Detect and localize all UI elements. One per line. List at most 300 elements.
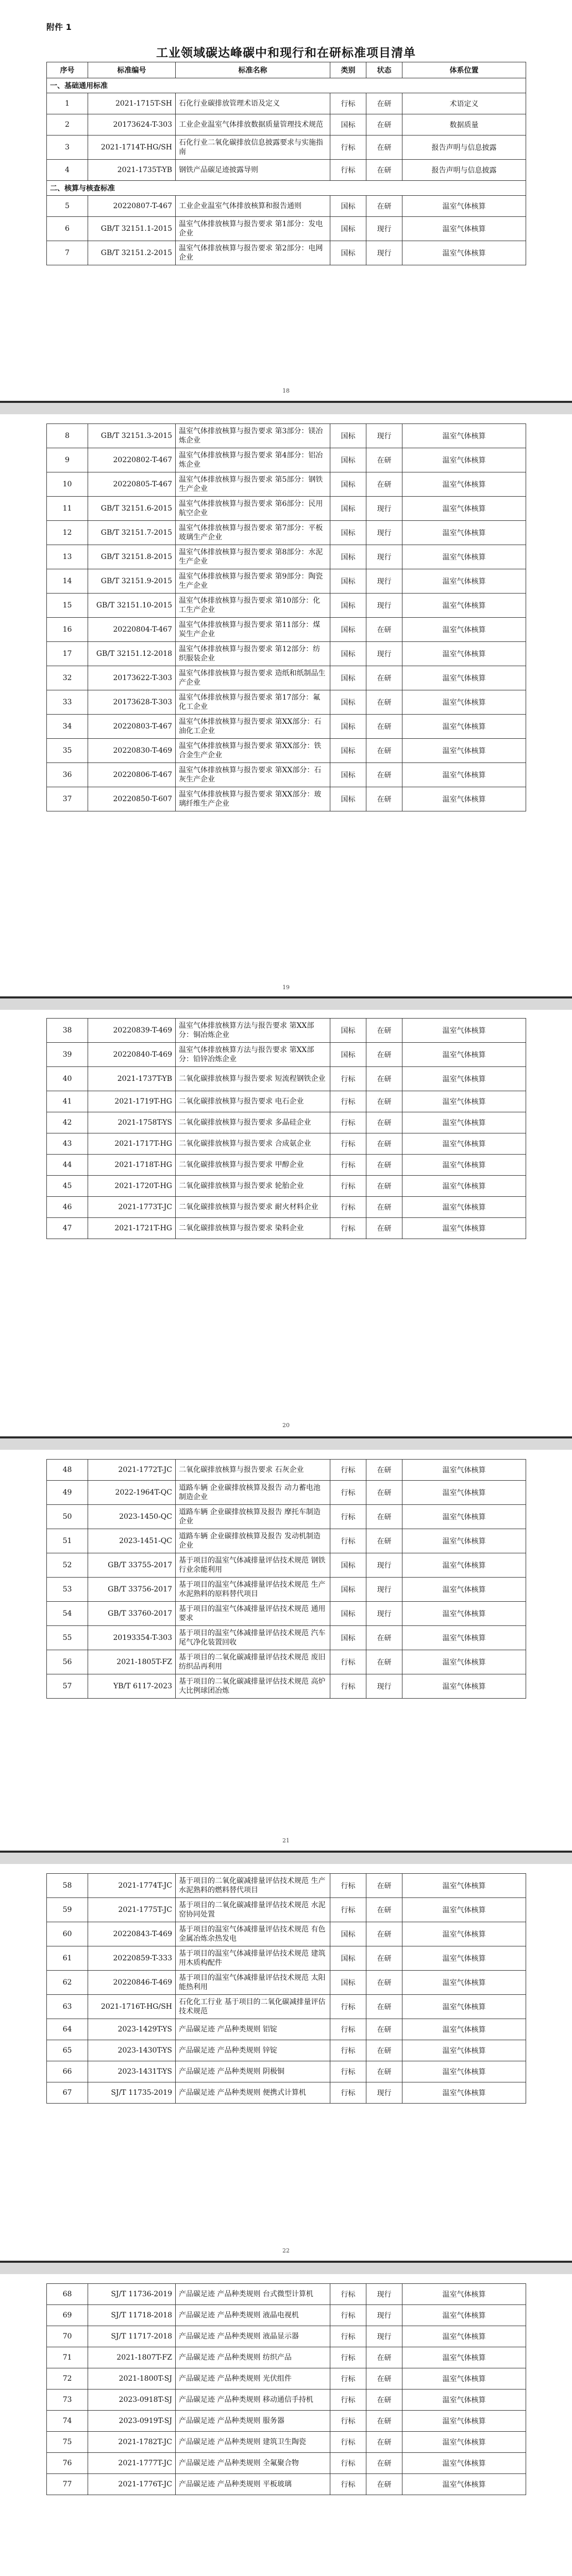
standard-type: 国标 [330, 690, 366, 715]
standard-code: 2021-1721T-HG [88, 1218, 176, 1239]
system-position: 温室气体核算 [402, 1112, 526, 1133]
standard-type: 行标 [330, 2305, 366, 2326]
standard-status: 在研 [366, 715, 402, 739]
standard-name: 道路车辆 企业碳排放核算及报告 摩托车制造企业 [176, 1505, 330, 1529]
row-number: 63 [47, 1995, 88, 2019]
standard-code: GB/T 32151.9-2015 [88, 569, 176, 594]
standard-type: 行标 [330, 1898, 366, 1922]
table-row [47, 93, 526, 114]
standard-name: 基于项目的温室气体减排量评估技术规范 太阳能热利用 [176, 1971, 330, 1995]
system-position: 温室气体核算 [402, 448, 526, 472]
standard-type: 国标 [330, 1971, 366, 1995]
standard-name: 温室气体排放核算方法与报告要求 第XX部分：铅锌冶炼企业 [176, 1043, 330, 1067]
row-number: 59 [47, 1898, 88, 1922]
system-position: 温室气体核算 [402, 2347, 526, 2368]
standard-code: 2021-1717T-HG [88, 1133, 176, 1155]
table-row [47, 1626, 526, 1650]
standard-status: 现行 [366, 2305, 402, 2326]
standard-code: 2021-1777T-JC [88, 2453, 176, 2474]
row-number: 3 [47, 135, 88, 160]
standard-status: 在研 [366, 2389, 402, 2411]
system-position: 温室气体核算 [402, 1019, 526, 1043]
standard-name: 二氧化碳排放核算与报告要求 石灰企业 [176, 1460, 330, 1481]
standard-name: 温室气体排放核算与报告要求 造纸和纸制品生产企业 [176, 666, 330, 690]
page-separator [0, 1436, 572, 1450]
system-position: 温室气体核算 [402, 2389, 526, 2411]
standard-code: GB/T 32151.3-2015 [88, 424, 176, 448]
standard-name: 温室气体排放核算与报告要求 第XX部分：铁合金生产企业 [176, 739, 330, 763]
standard-code: 20220805-T-467 [88, 472, 176, 497]
table-row [47, 1481, 526, 1505]
row-number: 40 [47, 1067, 88, 1091]
document-page-3 [0, 1010, 572, 1436]
row-number: 45 [47, 1176, 88, 1197]
standard-status: 在研 [366, 1481, 402, 1505]
standard-code: 20173628-T-303 [88, 690, 176, 715]
standard-name: 温室气体排放核算与报告要求 第XX部分：玻璃纤维生产企业 [176, 787, 330, 811]
standard-name: 产品碳足迹 产品种类规则 服务器 [176, 2411, 330, 2432]
page-number: 22 [282, 2247, 290, 2254]
table-row [47, 2305, 526, 2326]
system-position: 温室气体核算 [402, 594, 526, 618]
standard-status: 在研 [366, 2411, 402, 2432]
standard-type: 行标 [330, 2019, 366, 2040]
table-row [47, 1067, 526, 1091]
table-row [47, 1650, 526, 1674]
standard-type: 行标 [330, 1218, 366, 1239]
system-position: 温室气体核算 [402, 2474, 526, 2495]
table-row [47, 787, 526, 811]
document-page-6 [0, 2274, 572, 2576]
standards-table [46, 1018, 526, 1239]
standard-name: 道路车辆 企业碳排放核算及报告 动力蓄电池制造企业 [176, 1481, 330, 1505]
standard-type: 行标 [330, 2411, 366, 2432]
standard-code: 2021-1716T-HG/SH [88, 1995, 176, 2019]
system-position: 温室气体核算 [402, 1674, 526, 1699]
system-position: 温室气体核算 [402, 1460, 526, 1481]
row-number: 52 [47, 1553, 88, 1578]
system-position: 温室气体核算 [402, 2040, 526, 2061]
system-position: 温室气体核算 [402, 1133, 526, 1155]
system-position: 温室气体核算 [402, 1505, 526, 1529]
table-row [47, 424, 526, 448]
table-row [47, 1505, 526, 1529]
category-label: 二、核算与核查标准 [47, 181, 526, 196]
standard-code: 2023-0918T-SJ [88, 2389, 176, 2411]
standard-name: 产品碳足迹 产品种类规则 移动通信手持机 [176, 2389, 330, 2411]
table-row [47, 2326, 526, 2347]
row-number: 50 [47, 1505, 88, 1529]
row-number: 43 [47, 1133, 88, 1155]
system-position: 温室气体核算 [402, 1650, 526, 1674]
table-row [47, 1995, 526, 2019]
standard-type: 国标 [330, 642, 366, 666]
standard-status: 在研 [366, 114, 402, 135]
system-position: 温室气体核算 [402, 715, 526, 739]
standard-status: 在研 [366, 2347, 402, 2368]
table-row [47, 1112, 526, 1133]
table-row [47, 763, 526, 787]
standard-type: 国标 [330, 739, 366, 763]
standard-code: 20220846-T-469 [88, 1971, 176, 1995]
standard-code: 2021-1718T-HG [88, 1155, 176, 1176]
system-position: 温室气体核算 [402, 1898, 526, 1922]
standard-name: 温室气体排放核算与报告要求 第7部分：平板玻璃生产企业 [176, 521, 330, 545]
system-position: 温室气体核算 [402, 2305, 526, 2326]
row-number: 47 [47, 1218, 88, 1239]
standard-code: 2021-1807T-FZ [88, 2347, 176, 2368]
row-number: 54 [47, 1602, 88, 1626]
standard-code: 20193354-T-303 [88, 1626, 176, 1650]
system-position: 温室气体核算 [402, 1091, 526, 1112]
document-page-2 [0, 414, 572, 996]
table-row [47, 1529, 526, 1553]
standard-name: 温室气体排放核算与报告要求 第12部分：纺织服装企业 [176, 642, 330, 666]
standard-code: 2021-1800T-SJ [88, 2368, 176, 2389]
row-number: 74 [47, 2411, 88, 2432]
row-number: 15 [47, 594, 88, 618]
standard-status: 现行 [366, 545, 402, 569]
row-number: 4 [47, 160, 88, 181]
row-number: 1 [47, 93, 88, 114]
table-row [47, 1578, 526, 1602]
row-number: 46 [47, 1197, 88, 1218]
system-position: 温室气体核算 [402, 690, 526, 715]
page-separator [0, 401, 572, 414]
standard-code: 20220804-T-467 [88, 618, 176, 642]
standard-name: 二氧化碳排放核算与报告要求 电石企业 [176, 1091, 330, 1112]
standard-status: 在研 [366, 1043, 402, 1067]
standard-status: 在研 [366, 135, 402, 160]
standard-type: 国标 [330, 569, 366, 594]
row-number: 73 [47, 2389, 88, 2411]
standard-status: 在研 [366, 1898, 402, 1922]
standard-name: 产品碳足迹 产品种类规则 液晶显示器 [176, 2326, 330, 2347]
standard-status: 在研 [366, 1650, 402, 1674]
row-number: 58 [47, 1874, 88, 1898]
system-position: 报告声明与信息披露 [402, 135, 526, 160]
table-row [47, 1674, 526, 1699]
system-position: 温室气体核算 [402, 787, 526, 811]
row-number: 5 [47, 196, 88, 217]
standard-type: 行标 [330, 1460, 366, 1481]
standard-name: 产品碳足迹 产品种类规则 平板玻璃 [176, 2474, 330, 2495]
standard-code: 2021-1735T-YB [88, 160, 176, 181]
table-row [47, 545, 526, 569]
table-row [47, 2347, 526, 2368]
standard-status: 在研 [366, 1176, 402, 1197]
standard-name: 温室气体排放核算与报告要求 第3部分：镁冶炼企业 [176, 424, 330, 448]
table-row [47, 1460, 526, 1481]
standard-type: 国标 [330, 448, 366, 472]
standard-type: 国标 [330, 763, 366, 787]
standard-type: 行标 [330, 1529, 366, 1553]
standard-code: 2021-1782T-JC [88, 2432, 176, 2453]
document-page-5 [0, 1864, 572, 2261]
table-header-row [47, 62, 526, 78]
category-label: 一、基础通用标准 [47, 78, 526, 93]
standard-status: 现行 [366, 424, 402, 448]
standard-code: 20220830-T-469 [88, 739, 176, 763]
standard-name: 工业企业温室气体排放核算和报告通则 [176, 196, 330, 217]
standard-name: 石化行业碳排放管理术语及定义 [176, 93, 330, 114]
system-position: 温室气体核算 [402, 666, 526, 690]
standard-code: 20220802-T-467 [88, 448, 176, 472]
standard-status: 在研 [366, 1133, 402, 1155]
standard-name: 基于项目的温室气体减排量评估技术规范 有色金属冶炼余热发电 [176, 1922, 330, 1946]
table-row [47, 497, 526, 521]
standard-type: 行标 [330, 2284, 366, 2305]
standard-code: SJ/T 11718-2018 [88, 2305, 176, 2326]
standard-type: 国标 [330, 114, 366, 135]
standards-table [46, 1459, 526, 1699]
system-position: 术语定义 [402, 93, 526, 114]
system-position: 温室气体核算 [402, 545, 526, 569]
standard-type: 行标 [330, 1091, 366, 1112]
row-number: 6 [47, 217, 88, 241]
standard-code: 20220859-T-333 [88, 1946, 176, 1971]
standard-status: 在研 [366, 93, 402, 114]
standard-name: 产品碳足迹 产品种类规则 锌锭 [176, 2040, 330, 2061]
standard-name: 道路车辆 企业碳排放核算及报告 发动机制造企业 [176, 1529, 330, 1553]
row-number: 37 [47, 787, 88, 811]
table-row [47, 1946, 526, 1971]
standard-status: 在研 [366, 1505, 402, 1529]
row-number: 17 [47, 642, 88, 666]
row-number: 57 [47, 1674, 88, 1699]
table-row [47, 1155, 526, 1176]
standard-code: 2023-1429T-YS [88, 2019, 176, 2040]
standard-status: 现行 [366, 1674, 402, 1699]
standard-status: 现行 [366, 642, 402, 666]
col-name-header: 标准名称 [176, 62, 330, 78]
standard-type: 行标 [330, 2040, 366, 2061]
standard-code: GB/T 32151.2-2015 [88, 241, 176, 265]
standard-code: GB/T 32151.7-2015 [88, 521, 176, 545]
standard-status: 在研 [366, 1971, 402, 1995]
row-number: 76 [47, 2453, 88, 2474]
standard-code: 2021-1714T-HG/SH [88, 135, 176, 160]
system-position: 温室气体核算 [402, 196, 526, 217]
table-row [47, 1971, 526, 1995]
standard-status: 在研 [366, 1197, 402, 1218]
table-row [47, 1602, 526, 1626]
standard-type: 行标 [330, 1197, 366, 1218]
row-number: 67 [47, 2082, 88, 2104]
standard-code: 20220803-T-467 [88, 715, 176, 739]
standard-name: 产品碳足迹 产品种类规则 液晶电视机 [176, 2305, 330, 2326]
system-position: 温室气体核算 [402, 1874, 526, 1898]
standard-status: 在研 [366, 196, 402, 217]
standard-name: 二氧化碳排放核算与报告要求 甲醇企业 [176, 1155, 330, 1176]
standard-name: 产品碳足迹 产品种类规则 便携式计算机 [176, 2082, 330, 2104]
standard-code: SJ/T 11717-2018 [88, 2326, 176, 2347]
standard-code: 20220840-T-469 [88, 1043, 176, 1067]
system-position: 温室气体核算 [402, 2082, 526, 2104]
standard-type: 行标 [330, 2326, 366, 2347]
standard-code: GB/T 33755-2017 [88, 1553, 176, 1578]
table-row [47, 715, 526, 739]
standard-name: 温室气体排放核算与报告要求 第XX部分：石油化工企业 [176, 715, 330, 739]
table-row [47, 472, 526, 497]
standard-status: 在研 [366, 1946, 402, 1971]
standard-name: 钢铁产品碳足迹披露导则 [176, 160, 330, 181]
row-number: 32 [47, 666, 88, 690]
row-number: 51 [47, 1529, 88, 1553]
standard-code: 2021-1805T-FZ [88, 1650, 176, 1674]
row-number: 64 [47, 2019, 88, 2040]
standard-name: 产品碳足迹 产品种类规则 台式微型计算机 [176, 2284, 330, 2305]
table-row [47, 1019, 526, 1043]
system-position: 温室气体核算 [402, 1067, 526, 1091]
page-separator [0, 996, 572, 1010]
system-position: 温室气体核算 [402, 1946, 526, 1971]
standard-name: 温室气体排放核算与报告要求 第8部分：水泥生产企业 [176, 545, 330, 569]
table-row [47, 2389, 526, 2411]
standard-code: GB/T 32151.6-2015 [88, 497, 176, 521]
row-number: 7 [47, 241, 88, 265]
standard-name: 温室气体排放核算与报告要求 第4部分：铝冶炼企业 [176, 448, 330, 472]
col-no-header: 序号 [47, 62, 88, 78]
standard-type: 国标 [330, 666, 366, 690]
standard-type: 国标 [330, 217, 366, 241]
standard-status: 在研 [366, 2040, 402, 2061]
col-code-header: 标准编号 [88, 62, 176, 78]
row-number: 41 [47, 1091, 88, 1112]
standard-code: 20220806-T-467 [88, 763, 176, 787]
row-number: 14 [47, 569, 88, 594]
standard-status: 在研 [366, 618, 402, 642]
row-number: 53 [47, 1578, 88, 1602]
table-row [47, 2061, 526, 2082]
row-number: 66 [47, 2061, 88, 2082]
standard-status: 在研 [366, 1460, 402, 1481]
standard-type: 行标 [330, 1176, 366, 1197]
system-position: 温室气体核算 [402, 1626, 526, 1650]
system-position: 温室气体核算 [402, 2061, 526, 2082]
standard-code: 2021-1720T-HG [88, 1176, 176, 1197]
standard-type: 行标 [330, 160, 366, 181]
standard-status: 在研 [366, 690, 402, 715]
standard-name: 温室气体排放核算与报告要求 第9部分：陶瓷生产企业 [176, 569, 330, 594]
standard-type: 行标 [330, 2368, 366, 2389]
col-position-header: 体系位置 [402, 62, 526, 78]
standard-code: GB/T 32151.10-2015 [88, 594, 176, 618]
row-number: 11 [47, 497, 88, 521]
standard-code: YB/T 6117-2023 [88, 1674, 176, 1699]
standard-code: 2021-1737T-YB [88, 1067, 176, 1091]
standard-type: 行标 [330, 93, 366, 114]
standard-name: 产品碳足迹 产品种类规则 纺织产品 [176, 2347, 330, 2368]
standard-code: 2021-1776T-JC [88, 2474, 176, 2495]
standard-type: 国标 [330, 1578, 366, 1602]
standard-type: 行标 [330, 1995, 366, 2019]
row-number: 77 [47, 2474, 88, 2495]
table-row [47, 1898, 526, 1922]
system-position: 温室气体核算 [402, 1602, 526, 1626]
table-row [47, 1197, 526, 1218]
table-row [47, 2019, 526, 2040]
table-row [47, 521, 526, 545]
standard-code: SJ/T 11736-2019 [88, 2284, 176, 2305]
row-number: 48 [47, 1460, 88, 1481]
row-number: 55 [47, 1626, 88, 1650]
system-position: 温室气体核算 [402, 1155, 526, 1176]
standard-status: 现行 [366, 569, 402, 594]
standard-status: 现行 [366, 1602, 402, 1626]
standard-type: 行标 [330, 2474, 366, 2495]
table-row [47, 160, 526, 181]
table-row [47, 1922, 526, 1946]
standard-status: 在研 [366, 1091, 402, 1112]
row-number: 2 [47, 114, 88, 135]
standard-status: 现行 [366, 2082, 402, 2104]
standard-code: 2021-1775T-JC [88, 1898, 176, 1922]
standard-type: 行标 [330, 2432, 366, 2453]
standard-name: 二氧化碳排放核算与报告要求 短流程钢铁企业 [176, 1067, 330, 1091]
row-number: 9 [47, 448, 88, 472]
standard-status: 在研 [366, 448, 402, 472]
document-page-1 [0, 0, 572, 401]
standard-status: 在研 [366, 1626, 402, 1650]
row-number: 38 [47, 1019, 88, 1043]
standard-name: 温室气体排放核算方法与报告要求 第XX部分：铜冶炼企业 [176, 1019, 330, 1043]
standard-status: 现行 [366, 1553, 402, 1578]
standard-status: 在研 [366, 1529, 402, 1553]
standard-name: 产品碳足迹 产品种类规则 建筑卫生陶瓷 [176, 2432, 330, 2453]
system-position: 温室气体核算 [402, 618, 526, 642]
row-number: 16 [47, 618, 88, 642]
standards-table [46, 62, 526, 265]
standard-status: 在研 [366, 2453, 402, 2474]
standard-name: 产品碳足迹 产品种类规则 全氟聚合物 [176, 2453, 330, 2474]
standard-code: 20173624-T-303 [88, 114, 176, 135]
standard-status: 在研 [366, 1067, 402, 1091]
system-position: 温室气体核算 [402, 424, 526, 448]
standard-name: 基于项目的温室气体减排量评估技术规范 生产水泥熟料的原料替代项目 [176, 1578, 330, 1602]
standard-code: GB/T 32151.1-2015 [88, 217, 176, 241]
table-row [47, 1176, 526, 1197]
standard-type: 行标 [330, 1155, 366, 1176]
standard-type: 行标 [330, 2453, 366, 2474]
system-position: 温室气体核算 [402, 2432, 526, 2453]
table-row [47, 1091, 526, 1112]
table-row [47, 2040, 526, 2061]
standard-type: 国标 [330, 196, 366, 217]
row-number: 42 [47, 1112, 88, 1133]
standard-name: 基于项目的二氧化碳减排量评估技术规范 高炉大比例球团冶炼 [176, 1674, 330, 1699]
system-position: 温室气体核算 [402, 217, 526, 241]
standard-code: 20220839-T-469 [88, 1019, 176, 1043]
standard-name: 产品碳足迹 产品种类规则 阴极铜 [176, 2061, 330, 2082]
standard-name: 二氧化碳排放核算与报告要求 合成氨企业 [176, 1133, 330, 1155]
table-row [47, 642, 526, 666]
standard-code: 2022-1964T-QC [88, 1481, 176, 1505]
standard-type: 国标 [330, 497, 366, 521]
standard-status: 现行 [366, 521, 402, 545]
standards-table [46, 1873, 526, 2104]
system-position: 温室气体核算 [402, 497, 526, 521]
standard-status: 在研 [366, 472, 402, 497]
standard-status: 在研 [366, 2061, 402, 2082]
system-position: 温室气体核算 [402, 1578, 526, 1602]
table-row [47, 2082, 526, 2104]
page-number: 20 [282, 1422, 290, 1429]
row-number: 10 [47, 472, 88, 497]
standard-status: 在研 [366, 2368, 402, 2389]
standard-type: 行标 [330, 1481, 366, 1505]
standard-name: 石化行业二氧化碳排放信息披露要求与实施指南 [176, 135, 330, 160]
